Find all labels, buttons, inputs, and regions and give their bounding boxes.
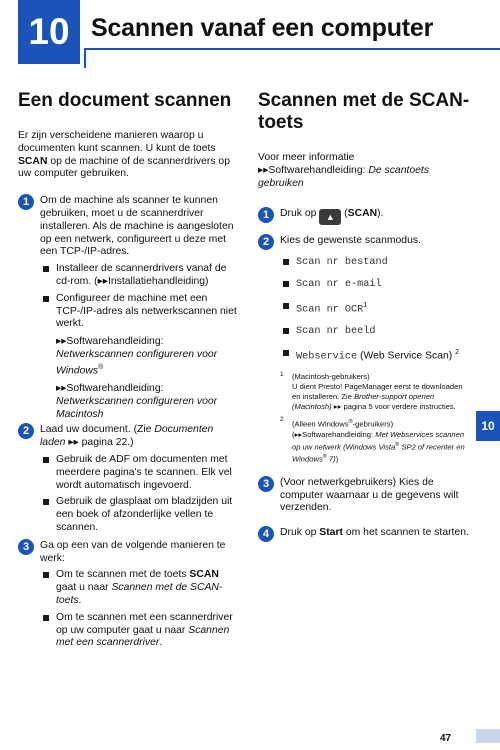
step-number-badge: 2 bbox=[258, 234, 274, 250]
square-bullet-icon bbox=[43, 615, 49, 621]
bullet-item: Om te scannen met de toets SCAN gaat u naar Scannen met de SCAN-toets. bbox=[40, 569, 240, 607]
scan-key-icon: ▲ bbox=[319, 209, 341, 225]
bullet-item: Configureer de machine met een TCP-/IP-adres als netwerkscannen niet werkt. bbox=[40, 293, 240, 331]
step-2-scan: 2 Kies de gewenste scanmodus. bbox=[258, 235, 470, 248]
square-bullet-icon bbox=[43, 499, 49, 505]
footnote-1: 1 (Macintosh-gebruikers) U dient Presto! PageManager eerst te downloaden en installeren. Zie Brother-support openen (Macintosh) ▸▸ pagina 5 voor verdere instructies. bbox=[280, 371, 463, 412]
square-bullet-icon bbox=[43, 457, 49, 463]
square-bullet-icon bbox=[283, 259, 289, 265]
right-column bbox=[258, 90, 470, 540]
page-number: 47 bbox=[440, 733, 452, 744]
header-rule-left bbox=[84, 48, 86, 68]
square-bullet-icon bbox=[283, 350, 289, 356]
right-intro: Voor meer informatie ▸▸Softwarehandleiding: De scantoets gebruiken bbox=[258, 152, 430, 189]
step-4-scan: 4 Druk op Start om het scannen te starten. bbox=[258, 527, 470, 540]
chapter-number: 10 bbox=[18, 0, 80, 64]
page-corner-bar bbox=[476, 729, 500, 743]
scan-mode-option: Scan nr e-mail bbox=[280, 278, 470, 292]
section-heading-scan-toets: Scannen met de SCAN-toets bbox=[258, 90, 470, 133]
bullet-item: Gebruik de glasplaat om bladzijden uit een boek of afzonderlijke vellen te scannen. bbox=[40, 496, 240, 534]
step-1-scan: 1 Druk op ▲ (SCAN). bbox=[258, 208, 470, 225]
bullet-item: Installeer de scannerdrivers vanaf de cd-rom. (▸▸Installatiehandleiding) bbox=[40, 263, 240, 289]
step-text: Om de machine als scanner te kunnen gebruiken, moet u de scannerdriver installeren. Als de machine is aangesloten op een netwerk, configureert u deze met een TCP-/IP-adres. bbox=[40, 195, 234, 258]
reference-windows: ▸▸Softwarehandleiding: Netwerkscannen configureren voor Windows® bbox=[56, 336, 218, 377]
step-number-badge: 2 bbox=[18, 423, 34, 439]
footnote-2: 2 (Alleen Windows®-gebruikers) (▸▸Softwarehandleiding: Met Webservices scannen op uw netwerk (Windows Vista® SP2 of recenter en Windows® 7)) bbox=[280, 416, 465, 464]
bullet-item: Gebruik de ADF om documenten met meerdere pagina's te scannen. Elk vel wordt automatisch ingevoerd. bbox=[40, 454, 240, 492]
step-number-badge: 1 bbox=[258, 207, 274, 223]
step-number-badge: 3 bbox=[18, 539, 34, 555]
bullet-item: Om te scannen met een scannerdriver op uw computer gaat u naar Scannen met een scannerdriver. bbox=[40, 612, 240, 650]
step-3-scan: 3 (Voor netwerkgebruikers) Kies de computer waarnaar u de gegevens wilt verzenden. bbox=[258, 477, 470, 515]
step-number-badge: 1 bbox=[18, 194, 34, 210]
left-column bbox=[18, 90, 240, 650]
step-3: 3 Ga op een van de volgende manieren te werk: bbox=[18, 540, 240, 566]
square-bullet-icon bbox=[283, 281, 289, 287]
left-intro: Er zijn verscheidene manieren waarop u documenten kunt scannen. U kunt de toets SCAN op de machine of de scannerdrivers op uw computer gebruiken. bbox=[18, 130, 230, 180]
scan-mode-option: Scan nr beeld bbox=[280, 325, 470, 339]
square-bullet-icon bbox=[43, 296, 49, 302]
chapter-title: Scannen vanaf een computer bbox=[91, 14, 434, 42]
step-2: 2 Laad uw document. (Zie Documenten laden ▸▸ pagina 22.) bbox=[18, 424, 240, 450]
scan-mode-option: Webservice (Web Service Scan) $^2$ bbox=[280, 347, 470, 364]
header-rule bbox=[84, 48, 500, 50]
scan-mode-option: Scan nr OCR$^1$ bbox=[280, 300, 470, 317]
reference-macintosh: ▸▸Softwarehandleiding: Netwerkscannen configureren voor Macintosh bbox=[56, 383, 218, 420]
section-heading-document-scannen: Een document scannen bbox=[18, 90, 232, 111]
square-bullet-icon bbox=[43, 572, 49, 578]
scan-mode-option: Scan nr bestand bbox=[280, 256, 470, 270]
square-bullet-icon bbox=[283, 303, 289, 309]
step-number-badge: 4 bbox=[258, 526, 274, 542]
step-number-badge: 3 bbox=[258, 476, 274, 492]
square-bullet-icon bbox=[283, 328, 289, 334]
step-1 bbox=[18, 195, 240, 259]
square-bullet-icon bbox=[43, 266, 49, 272]
chapter-side-tab: 10 bbox=[476, 411, 500, 441]
